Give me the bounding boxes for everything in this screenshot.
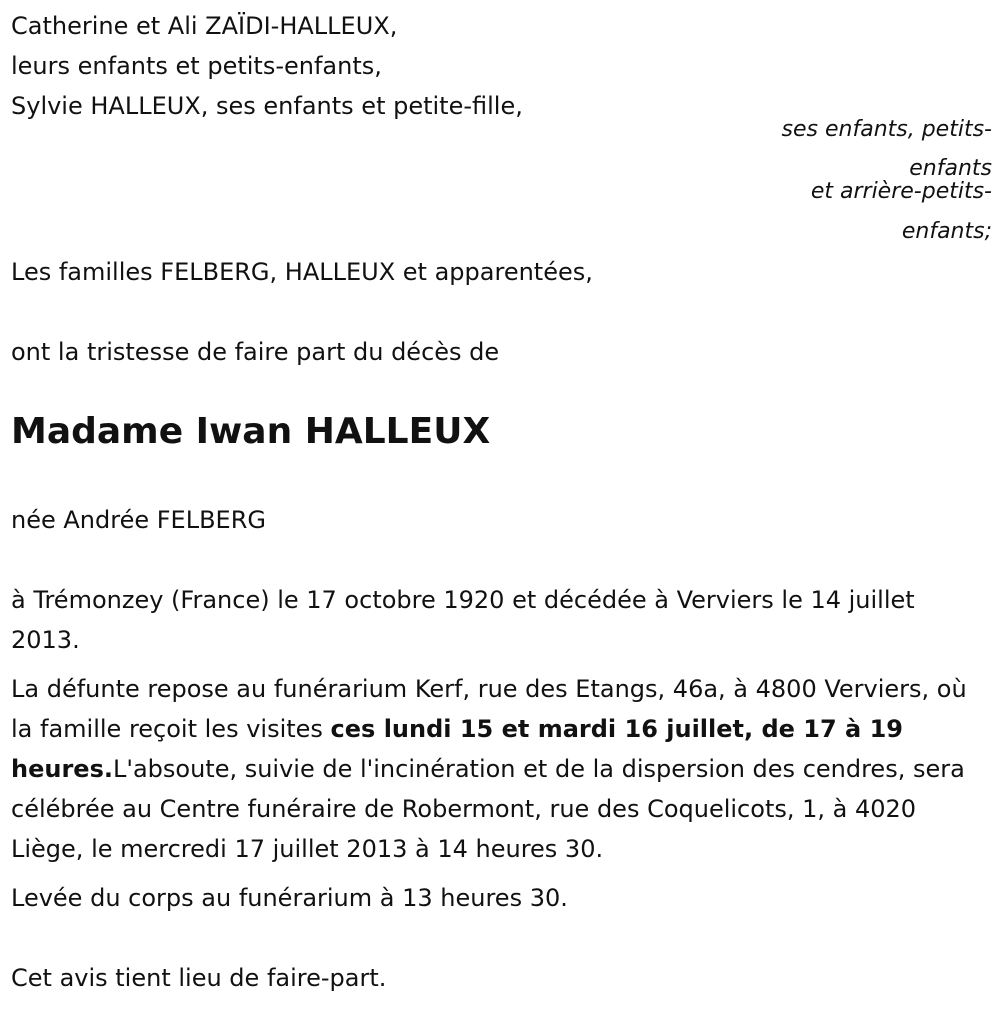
family-right-line-2a: et arrière-petits- bbox=[810, 179, 992, 204]
closing-text: Cet avis tient lieu de faire-part. bbox=[11, 964, 387, 992]
family-right-line-1b: enfants bbox=[909, 156, 992, 181]
family-line-1: Catherine et Ali ZAÏDI-HALLEUX, bbox=[11, 12, 398, 40]
family-line-2: leurs enfants et petits-enfants, bbox=[11, 52, 382, 80]
levee-text: Levée du corps au funérarium à 13 heures 30. bbox=[11, 884, 568, 912]
family-right-line-1a: ses enfants, petits- bbox=[781, 117, 992, 142]
visitation-paragraph bbox=[11, 669, 991, 869]
family-line-3: Sylvie HALLEUX, ses enfants et petite-fille, bbox=[11, 92, 523, 120]
birth-death-dates: à Trémonzey (France) le 17 octobre 1920 et décédée à Verviers le 14 juillet 2013. bbox=[11, 586, 915, 654]
visitation-text-start: La défunte repose au funérarium Kerf, rue des Etangs, 46a, à 4800 Verviers, où la famille reçoit les visites bbox=[11, 675, 967, 743]
visitation-hours: ces lundi 15 et mardi 16 juillet, de 17 à 19 heures. bbox=[11, 715, 903, 783]
announcement-text: ont la tristesse de faire part du décès de bbox=[11, 338, 500, 366]
family-line-4: Les familles FELBERG, HALLEUX et apparentées, bbox=[11, 258, 593, 286]
deceased-name: Madame Iwan HALLEUX bbox=[11, 411, 491, 452]
family-right-line-2b: enfants; bbox=[901, 219, 992, 244]
maiden-name: née Andrée FELBERG bbox=[11, 506, 266, 534]
ceremony-text: L'absoute, suivie de l'incinération et de la dispersion des cendres, sera célébrée au Centre funéraire de Robermont, rue des Coquelicots, 1, à 4020 Liège, le mercredi 17 juillet 2013 à 14 heures 30. bbox=[11, 755, 965, 863]
